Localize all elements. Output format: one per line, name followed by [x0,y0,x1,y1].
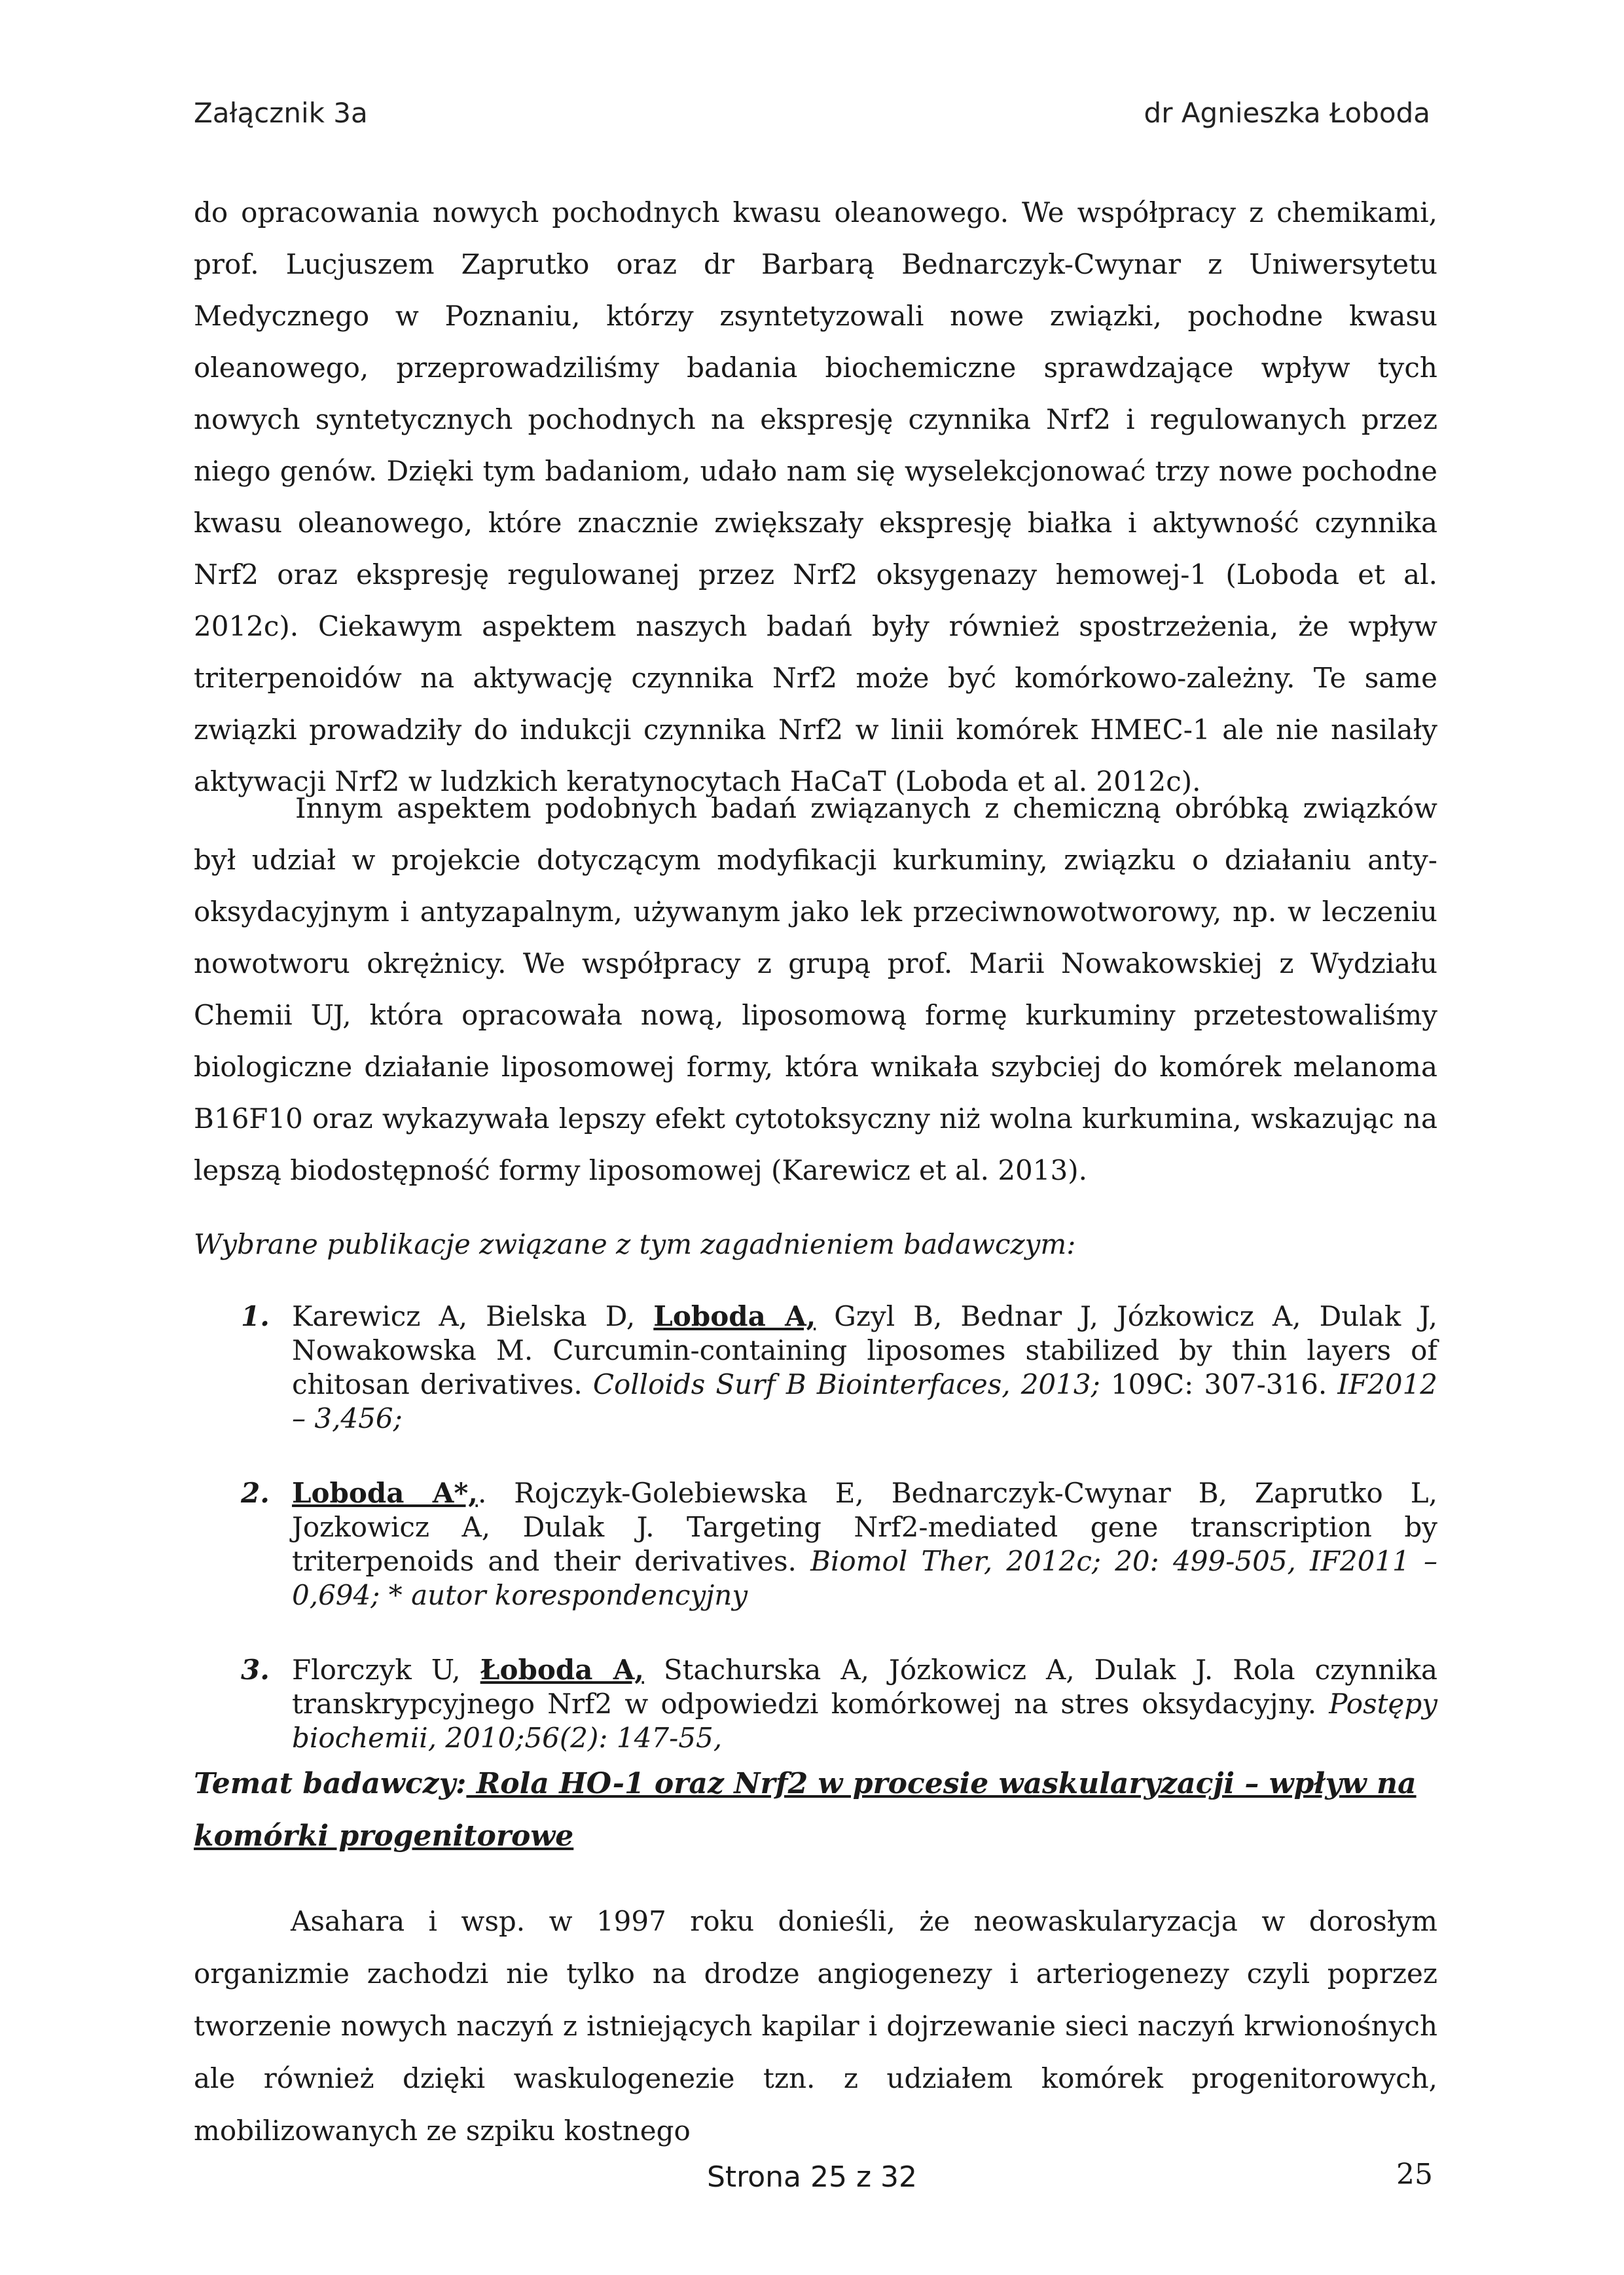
paragraph-2-text: Innym aspektem podobnych badań związanych z chemiczną obróbką związków był udział w projekcie dotyczącym modyfikacji kurkuminy, związku o działaniu anty-oksydacyjnym i antyzapalnym, używanym jako lek przeciwnowotworowy, np. w leczeniu nowotworu okrężnicy. We współpracy z grupą prof. Marii Nowakowskiej z Wydziału Chemii UJ, która opracowała nową, liposomową formę kurkuminy przetestowaliśmy biologiczne działanie liposomowej formy, która wnikała szybciej do komórek melanoma B16F10 oraz wykazywała lepszy efekt cytotoksyczny niż wolna kurkumina, wskazując na lepszą biodostępność formy liposomowej (Karewicz et al. 2013). [194,792,1437,1186]
publication-text [292,1476,1437,1612]
research-topic-title: Rola HO-1 oraz Nrf2 w procesie waskularyzacji – wpływ na komórki progenitorowe [194,1767,1416,1853]
publication-impact: IF2011 – 0,694; * autor korespondencyjny [292,1545,1437,1611]
publication-body: Stachurska A, Józkowicz A, Dulak J. Rola czynnika transkrypcyjnego Nrf2 w odpowiedzi komórkowej na stres oksydacyjny. [292,1654,1437,1720]
publication-highlighted-author: Łoboda A, [480,1654,644,1686]
paragraph-1 [194,187,1437,807]
page-footer-label: Strona 25 z 32 [706,2160,918,2194]
header-left: Załącznik 3a [194,97,368,129]
publication-text [292,1653,1437,1755]
paragraph-3-text: Asahara i wsp. w 1997 roku donieśli, że neowaskularyzacja w dorosłym organizmie zachodzi nie tylko na drodze angiogenezy i arteriogenezy czyli poprzez tworzenie nowych naczyń z istniejących kapilar i dojrzewanie sieci naczyń krwionośnych ale również dzięki waskulogenezie tzn. z udziałem komórek progenitorowych, mobilizowanych ze szpiku kostnego [194,1905,1437,2147]
publication-authors-pre: Karewicz A, Bielska D, [292,1300,654,1332]
publication-body: . Rojczyk-Golebiewska E, Bednarczyk-Cwynar B, Zaprutko L, Jozkowicz A, Dulak J. Targeting Nrf2-mediated gene transcription by triterpenoids and their derivatives. [292,1477,1437,1577]
research-topic-heading [194,1758,1437,1863]
publication-item [194,1653,1437,1755]
publication-highlighted-author: Loboda A, [653,1300,816,1332]
publication-impact: IF2012 – 3,456; [292,1368,1438,1434]
publication-journal: Postępy biochemii, 2010;56(2): 147-55, [292,1688,1437,1754]
publication-pages: 109C: 307-316. [1100,1368,1338,1400]
publication-journal: Colloids Surf B Biointerfaces, 2013; [592,1368,1100,1400]
publications-list [194,1300,1437,1796]
paragraph-2 [194,782,1437,1196]
publication-highlighted-author: Loboda A*, [292,1477,478,1509]
paragraph-1-text: do opracowania nowych pochodnych kwasu oleanowego. We współpracy z chemikami, prof. Lucjuszem Zaprutko oraz dr Barbarą Bednarczyk-Cwynar z Uniwersytetu Medycznego w Poznaniu, którzy zsyntetyzowali nowe związki, pochodne kwasu oleanowego, przeprowadziliśmy badania biochemiczne sprawdzające wpływ tych nowych syntetycznych pochodnych na ekspresję czynnika Nrf2 i regulowanych przez niego genów. Dzięki tym badaniom, udało nam się wyselekcjonować trzy nowe pochodne kwasu oleanowego, które znacznie zwiększały ekspresję białka i aktywność czynnika Nrf2 oraz ekspresję regulowanej przez Nrf2 oksygenazy hemowej-1 (Loboda et al. 2012c). Ciekawym aspektem naszych badań były również spostrzeżenia, że wpływ triterpenoidów na aktywację czynnika Nrf2 może być komórkowo-zależny. Te same związki prowadziły do indukcji czynnika Nrf2 w linii komórek HMEC-1 ale nie nasilały aktywacji Nrf2 w ludzkich keratynocytach HaCaT (Loboda et al. 2012c). [194,196,1437,797]
publication-item [194,1300,1437,1436]
research-topic-label: Temat badawczy: [194,1767,467,1800]
publication-text [292,1300,1437,1436]
header-right: dr Agnieszka Łoboda [1144,97,1430,129]
publication-number: 1. [241,1300,270,1332]
publication-journal: Biomol Ther, 2012c; 20: 499-505, [810,1545,1296,1577]
publication-authors-pre: Florczyk U, [292,1654,480,1686]
page-number: 25 [1396,2158,1433,2191]
publication-number: 2. [241,1477,270,1509]
publication-number: 3. [241,1654,270,1686]
paragraph-3 [194,1895,1437,2157]
publications-heading: Wybrane publikacje związane z tym zagadnieniem badawczym: [194,1228,1076,1260]
publication-item [194,1476,1437,1612]
publication-body: Gzyl B, Bednar J, Józkowicz A, Dulak J, Nowakowska M. Curcumin-containing liposomes stabilized by thin layers of chitosan derivatives. [292,1300,1438,1400]
publication-pages [1296,1545,1310,1577]
